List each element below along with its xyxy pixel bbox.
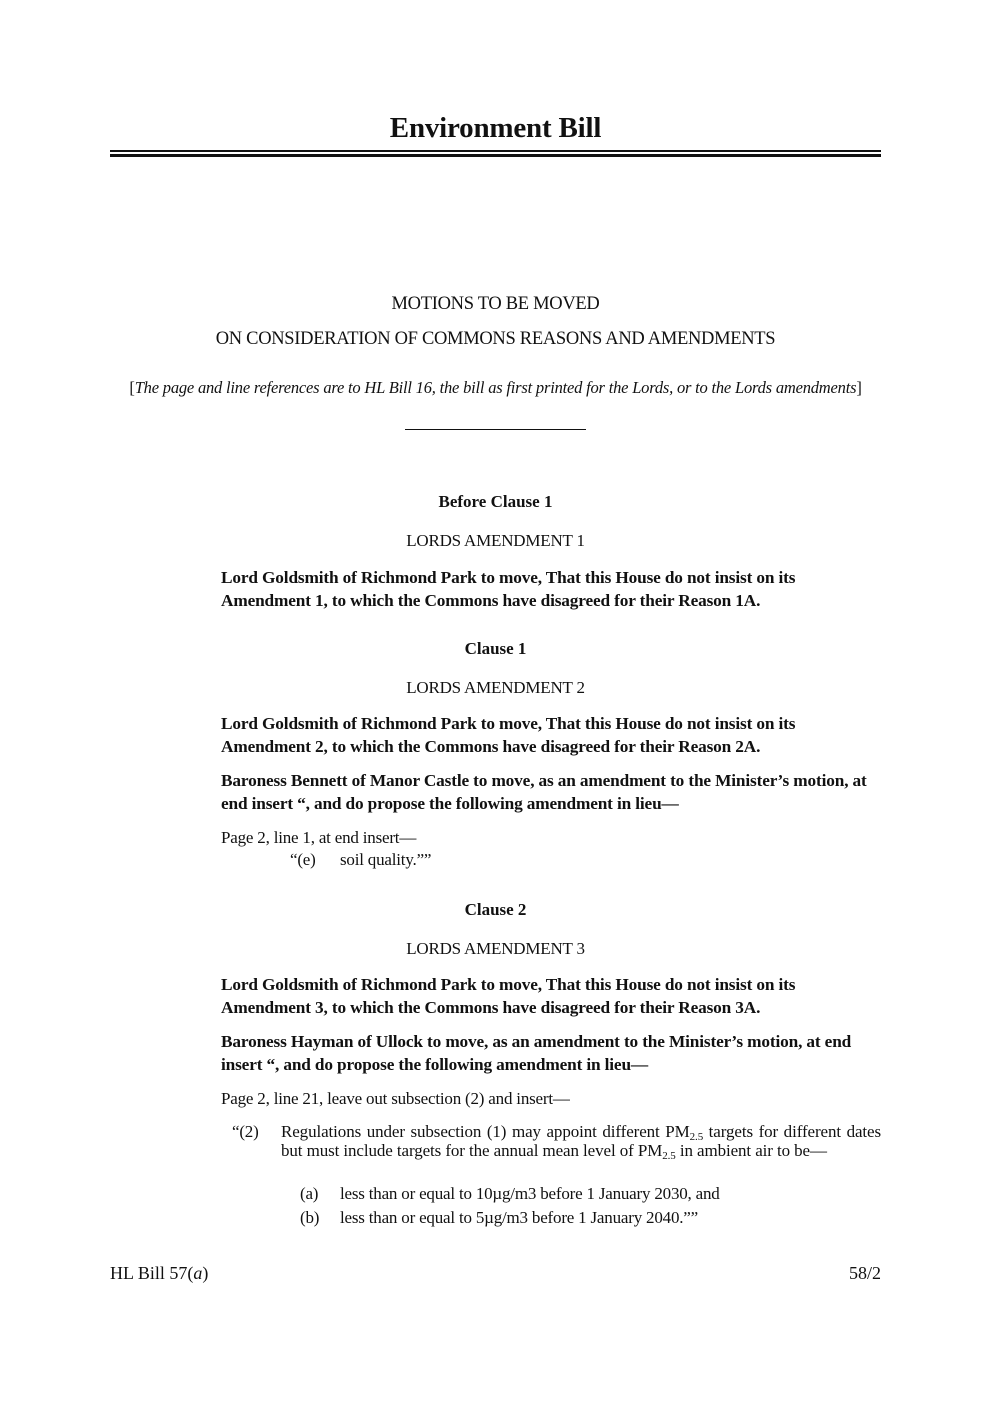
title-double-rule [110,150,881,156]
clause-heading-clause-1: Clause 1 [464,639,527,658]
motion-hayman: Baroness Hayman of Ullock to move, as an amendment to the Minister’s motion, at end insert “, and do propose the following amendment in lieu— [221,1032,852,1074]
subsection-text [281,1122,881,1160]
amendment-label-1: LORDS AMENDMENT 1 [406,531,585,550]
clause-heading-before-clause-1: Before Clause 1 [438,492,553,511]
amendment-label-3: LORDS AMENDMENT 3 [406,939,585,958]
note-close-bracket: ] [856,378,862,397]
rule-thin [110,150,881,152]
instruction-hayman: Page 2, line 21, leave out subsection (2) and insert— [221,1089,570,1108]
motion-goldsmith-2: Lord Goldsmith of Richmond Park to move, That this House do not insist on its Amendment 2, to which the Commons have disagreed for their Reason 2A. [221,714,796,756]
page-reference: 58/2 [848,1263,881,1283]
bill-ref-suffix: ) [202,1263,209,1283]
heading-motions: MOTIONS TO BE MOVED [391,294,600,314]
amendment-label-2: LORDS AMENDMENT 2 [406,678,585,697]
subsection-text-part2: targets for different dates but must include targets for the annual mean level of PM [281,1122,881,1160]
item-b-text: less than or equal to 5µg/m3 before 1 January 2040.”” [340,1208,698,1227]
inserted-paragraph-label: “(e) [290,850,316,869]
bill-ref-italic: a [193,1263,203,1283]
heading-consideration: ON CONSIDERATION OF COMMONS REASONS AND AMENDMENTS [215,329,776,349]
subsection-text-part1: Regulations under subsection (1) may appoint different PM [281,1122,690,1141]
subsection-text-part3: in ambient air to be— [675,1141,827,1160]
document-title: Environment Bill [389,112,602,144]
pm-subscript-2: 2.5 [662,1150,676,1162]
motion-bennett: Baroness Bennett of Manor Castle to move, as an amendment to the Minister’s motion, at end insert “, and do propose the following amendment in lieu— [221,771,867,813]
motion-goldsmith-3: Lord Goldsmith of Richmond Park to move, That this House do not insist on its Amendment 3, to which the Commons have disagreed for their Reason 3A. [221,975,796,1017]
section-divider [405,429,586,430]
bill-reference [110,1263,208,1284]
motion-goldsmith-1: Lord Goldsmith of Richmond Park to move, That this House do not insist on its Amendment 1, to which the Commons have disagreed for their Reason 1A. [221,568,796,610]
item-a-label: (a) [300,1184,319,1203]
clause-heading-clause-2: Clause 2 [464,900,527,919]
pm-subscript: 2.5 [689,1131,704,1143]
subsection-label: “(2) [232,1122,259,1141]
bill-ref-prefix: HL Bill 57( [110,1263,194,1283]
instruction-bennett: Page 2, line 1, at end insert— [221,828,417,847]
item-a-text: less than or equal to 10µg/m3 before 1 January 2030, and [340,1184,720,1203]
rule-thick [110,154,881,157]
note-open-bracket: [ [129,378,135,397]
item-b-label: (b) [300,1208,320,1227]
inserted-paragraph-text: soil quality.”” [340,850,432,869]
note-text: The page and line references are to HL Bill 16, the bill as first printed for the Lords, or to the Lords amendments [134,378,857,397]
reference-note [122,378,869,397]
